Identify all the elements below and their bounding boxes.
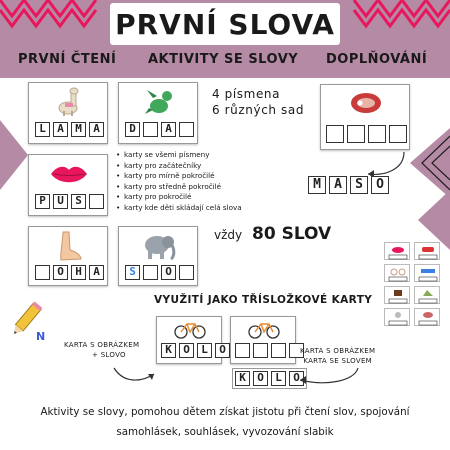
letter-tile: S	[350, 176, 368, 194]
label-fill-in: DOPLŇOVÁNÍ	[326, 52, 428, 67]
letter-slot: L	[35, 122, 50, 137]
letter-tile: K	[235, 371, 250, 386]
feature-list	[116, 150, 256, 214]
thumbnail	[414, 286, 440, 304]
letter-slot	[179, 265, 194, 280]
letter-slot	[179, 122, 194, 137]
feature-item: • karty pro pokročilé	[116, 192, 256, 203]
word-card-elephant	[118, 226, 198, 286]
thumbnail	[414, 242, 440, 260]
label-first-reading: PRVNÍ ČTENÍ	[18, 52, 117, 67]
feature-item: • karty pro začátečníky	[116, 161, 256, 172]
label-line: + SLOVO	[92, 351, 126, 359]
letter-tile: L	[271, 371, 286, 386]
label-line: KARTA S OBRÁZKEM	[300, 347, 376, 355]
letter-slot: M	[71, 122, 86, 137]
letter-slot: A	[89, 265, 104, 280]
label-line: KARTA SE SLOVEM	[303, 357, 373, 365]
label-line: KARTA S OBRÁZKEM	[64, 341, 140, 349]
lips-icon	[49, 163, 89, 185]
letter-slot	[143, 265, 158, 280]
letter-slot: U	[53, 194, 68, 209]
empty-slot	[271, 343, 286, 358]
thumbnail	[384, 286, 410, 304]
letter-slot	[368, 125, 386, 143]
letter-slot: L	[197, 343, 212, 358]
bike-card-picture-only	[230, 316, 296, 364]
feature-item: • karty pro středně pokročilé	[116, 182, 256, 193]
letter-tile: M	[308, 176, 326, 194]
letter-slots	[326, 125, 407, 143]
dragon-icon	[145, 86, 175, 116]
left-zigzag-decoration	[0, 120, 28, 190]
pencil-letter: N	[36, 330, 46, 343]
letter-slot: P	[35, 194, 50, 209]
letter-slot: H	[71, 265, 86, 280]
foot-icon	[55, 230, 83, 262]
letter-slot	[326, 125, 344, 143]
letter-slot: O	[53, 265, 68, 280]
letter-slot	[143, 122, 158, 137]
total-prefix: vždy	[214, 228, 243, 242]
letter-slot: A	[89, 122, 104, 137]
word-card-meat	[320, 84, 410, 150]
letter-slot: O	[161, 265, 176, 280]
letter-slots	[125, 265, 194, 280]
footer-line: samohlásek, souhlásek, vyvozování slabik	[116, 426, 334, 438]
letter-slot: A	[53, 122, 68, 137]
word-card-llama	[28, 82, 108, 144]
word-card-foot	[28, 226, 108, 286]
letter-slots	[35, 265, 104, 280]
letter-slot: O	[179, 343, 194, 358]
card-set-thumbnails	[382, 240, 446, 332]
thumbnail	[384, 242, 410, 260]
thumbnail	[414, 308, 440, 326]
letter-tile: O	[289, 371, 304, 386]
letters-count-text: 4 písmena	[212, 87, 281, 101]
letter-slot	[347, 125, 365, 143]
arrow-to-word-strip	[294, 366, 364, 388]
letter-slot: S	[71, 194, 86, 209]
letter-slot: K	[161, 343, 176, 358]
sets-count-text: 6 různých sad	[212, 103, 305, 117]
letter-slot: A	[161, 122, 176, 137]
letter-tile: A	[329, 176, 347, 194]
elephant-icon	[141, 231, 177, 261]
bike-card-with-word	[156, 316, 226, 364]
bicycle-icon	[247, 319, 281, 339]
feature-item: • karty kde děti skládají celá slova	[116, 203, 256, 214]
feature-item: • karty se všemi písmeny	[116, 150, 256, 161]
word-card-dragon	[118, 82, 198, 144]
set-info	[212, 86, 304, 118]
thumbnail	[384, 308, 410, 326]
arrow-to-bike-card	[110, 360, 158, 384]
word-card-lips	[28, 154, 108, 216]
total-words: 80 SLOV	[252, 224, 332, 244]
letter-tile: O	[253, 371, 268, 386]
label-picture-and-word-card	[300, 346, 375, 366]
maso-letter-tiles	[308, 176, 389, 194]
letter-slot: O	[215, 343, 230, 358]
thumbnail	[384, 264, 410, 282]
thumbnail	[414, 264, 440, 282]
label-picture-plus-word	[64, 340, 139, 360]
empty-slots	[235, 343, 304, 358]
letter-slot: S	[125, 265, 140, 280]
letter-slots	[125, 122, 194, 137]
letter-slot	[89, 194, 104, 209]
empty-slot	[235, 343, 250, 358]
footer-description	[0, 402, 450, 442]
letter-slots	[35, 122, 104, 137]
letter-tile: O	[371, 176, 389, 194]
page-title: PRVNÍ SLOVA	[115, 8, 335, 41]
empty-slot	[253, 343, 268, 358]
letter-slot: D	[125, 122, 140, 137]
label-word-activities: AKTIVITY SE SLOVY	[148, 52, 299, 67]
three-part-heading: VYUŽITÍ JAKO TŘÍSLOŽKOVÉ KARTY	[154, 294, 373, 306]
letter-slot	[35, 265, 50, 280]
letter-slots	[161, 343, 230, 358]
steak-icon	[349, 90, 383, 116]
llama-icon	[55, 86, 83, 116]
letter-slots	[35, 194, 104, 209]
feature-item: • karty pro mírně pokročilé	[116, 171, 256, 182]
footer-line: Aktivity se slovy, pomohou dětem získat jistotu při čtení slov, spojování	[40, 406, 410, 418]
letter-slot	[389, 125, 407, 143]
bicycle-icon	[173, 319, 207, 339]
right-zigzag-decoration	[410, 128, 450, 198]
